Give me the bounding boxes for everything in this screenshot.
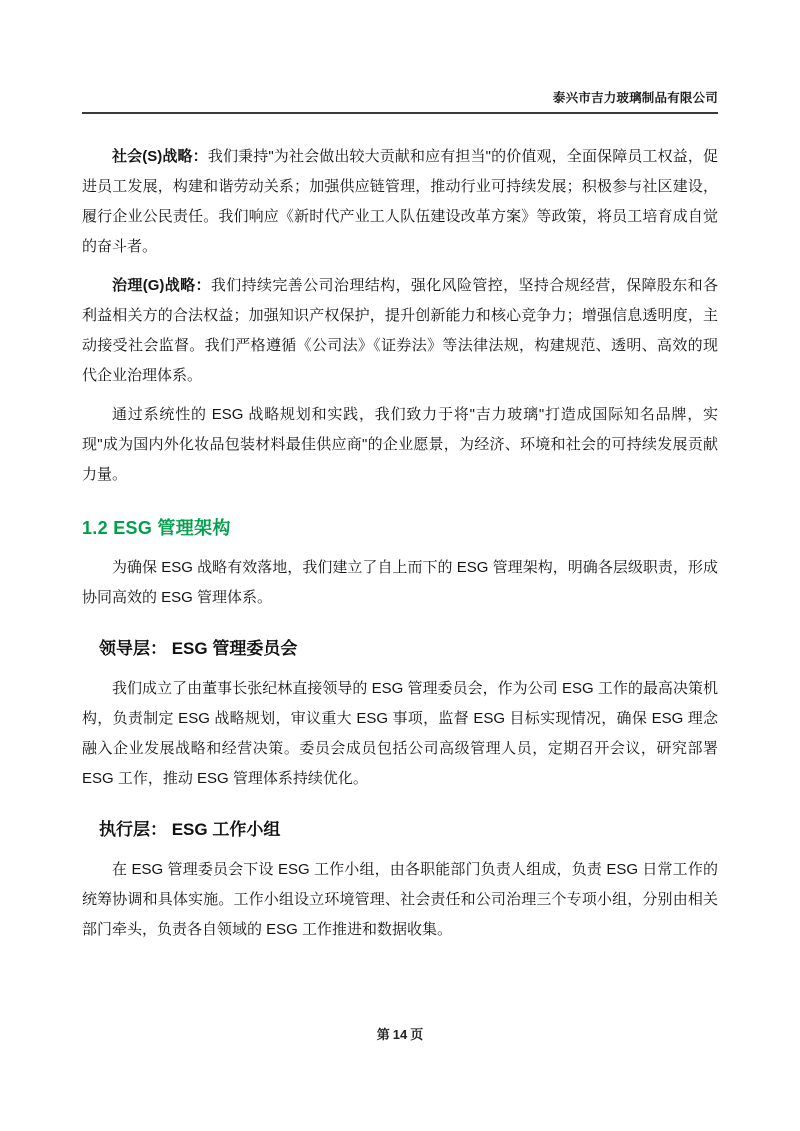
page-footer [0,1024,800,1043]
page-header [82,88,718,112]
subheading-execution-layer: 执行层： ESG 工作小组 [99,819,281,839]
paragraph-lead-social: 社会(S)战略： [112,148,208,165]
page-content [82,88,718,954]
paragraph-text-governance: 我们持续完善公司治理结构，强化风险管控，坚持合规经营，保障股东和各利益相关方的合法权益；加强知识产权保护，提升创新能力和核心竞争力；增强信息透明度，主动接受社会监督。我们严格遵循《公司法》《证券法》等法律法规，构建规范、透明、高效的现代企业治理体系。 [82,277,718,384]
paragraph-section-intro: 为确保 ESG 战略有效落地，我们建立了自上而下的 ESG 管理架构，明确各层级职责，形成协同高效的 ESG 管理体系。 [82,558,718,606]
paragraph-vision [82,400,718,490]
paragraph-governance-strategy [82,271,718,391]
header-divider [82,112,718,114]
section-heading-esg-governance: 1.2 ESG 管理架构 [82,518,231,538]
paragraph-execution-layer: 在 ESG 管理委员会下设 ESG 工作小组，由各职能部门负责人组成，负责 ESG 日常工作的统筹协调和具体实施。工作小组设立环境管理、社会责任和公司治理三个专项小组，分别由相关部门牵头，负责各自领域的 ESG 工作推进和数据收集。 [82,860,718,938]
footer-prefix: 第 [376,1027,390,1042]
paragraph-leadership-layer: 我们成立了由董事长张纪林直接领导的 ESG 管理委员会，作为公司 ESG 工作的最高决策机构，负责制定 ESG 战略规划，审议重大 ESG 事项，监督 ESG 目标实现情况，确保 ESG 理念融入企业发展战略和经营决策。委员会成员包括公司高级管理人员，定期召开会议，研究部署 ESG 工作，推动 ESG 管理体系持续优化。 [82,679,718,787]
subheading-leadership-layer: 领导层： ESG 管理委员会 [99,638,298,658]
footer-page-number: 14 [392,1027,408,1042]
header-company-name: 泰兴市吉力玻璃制品有限公司 [552,91,718,105]
paragraph-social-strategy [82,142,718,262]
paragraph-text-vision: 通过系统性的 ESG 战略规划和实践，我们致力于将"吉力玻璃"打造成国际知名品牌，实现"成为国内外化妆品包装材料最佳供应商"的企业愿景，为经济、环境和社会的可持续发展贡献力量。 [82,406,718,483]
paragraph-text-social: 我们秉持"为社会做出较大贡献和应有担当"的价值观，全面保障员工权益，促进员工发展，构建和谐劳动关系；加强供应链管理，推动行业可持续发展；积极参与社区建设，履行企业公民责任。我们响应《新时代产业工人队伍建设改革方案》等政策，将员工培育成自觉的奋斗者。 [82,148,719,255]
paragraph-lead-governance: 治理(G)战略： [112,277,211,294]
footer-suffix: 页 [410,1027,424,1042]
